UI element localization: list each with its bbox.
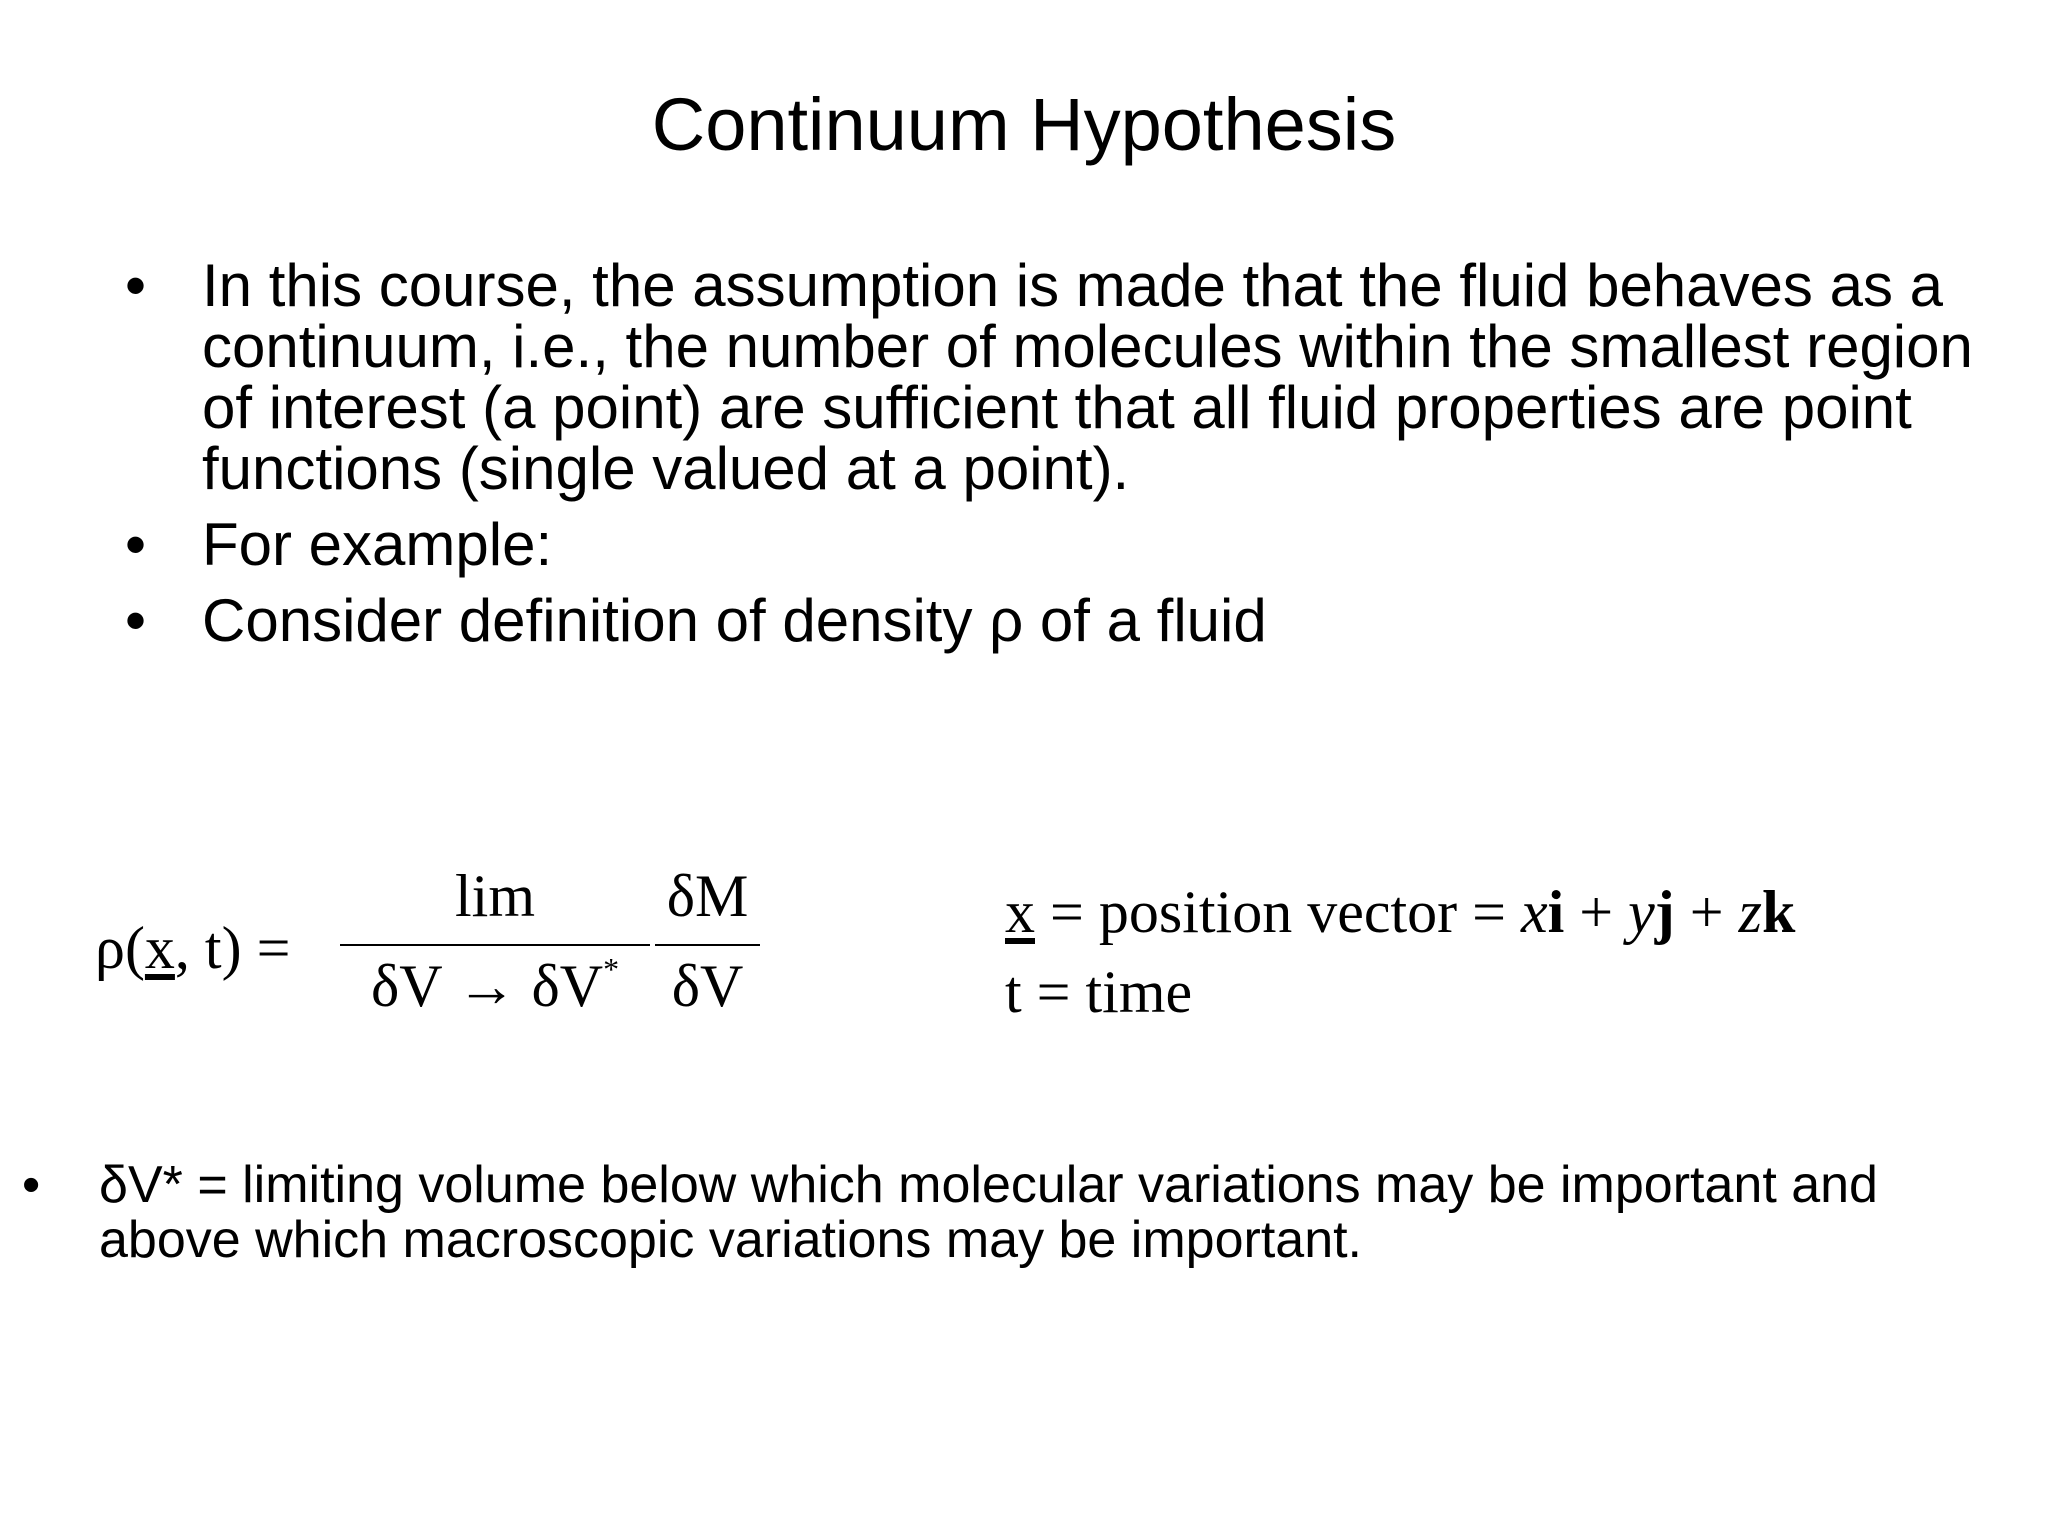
limit-fraction: [340, 860, 650, 1022]
y-variable: y: [1628, 879, 1655, 945]
bullet-list: [125, 252, 2005, 666]
position-definition-text: = position vector =: [1035, 879, 1521, 945]
mass-volume-fraction: [655, 860, 760, 1022]
equation-lhs-rest: , t) =: [174, 915, 291, 981]
bullet-text: In this course, the assumption is made that the fluid behaves as a continuum, i.e., the number of molecules within the smallest region of interest (a point) are sufficient that all fluid properties are point functions (single valued at a point).: [202, 252, 1973, 502]
bullet-text: Consider definition of density ρ of a fluid: [202, 587, 1267, 654]
equation-lhs: [95, 915, 291, 981]
position-definition: [1005, 872, 2005, 952]
position-symbol: x: [144, 915, 175, 981]
x-variable: x: [1520, 879, 1548, 945]
limiting-volume-note: [22, 1158, 2022, 1268]
bullet-dot-icon: •: [125, 587, 147, 654]
note-text: δV* = limiting volume below which molecular variations may be important and above which macroscopic variations may be important.: [99, 1156, 1878, 1269]
plus-sign: +: [1674, 879, 1739, 945]
bullet-dot-icon: •: [22, 1156, 41, 1214]
bullet-item: [125, 252, 2005, 502]
fraction-denominator: δV: [671, 953, 744, 1019]
time-definition: t = time: [1005, 959, 1193, 1025]
variable-definitions: [1005, 872, 2005, 1032]
bullet-item: [125, 511, 2005, 578]
position-vector-symbol: x: [1005, 879, 1035, 945]
limit-superscript: *: [603, 951, 620, 987]
bullet-dot-icon: •: [125, 511, 147, 578]
bullet-item: [125, 587, 2005, 654]
unit-vector-j: j: [1654, 879, 1675, 945]
bullet-dot-icon: •: [125, 252, 147, 319]
limit-subscript-text: δV → δV: [370, 953, 604, 1019]
z-variable: z: [1738, 879, 1762, 945]
limit-label: lim: [454, 863, 535, 929]
unit-vector-k: k: [1761, 879, 1796, 945]
plus-sign: +: [1564, 879, 1629, 945]
unit-vector-i: i: [1547, 879, 1565, 945]
limit-subscript: [340, 946, 650, 1022]
slide-title: Continuum Hypothesis: [651, 83, 1397, 166]
rho-symbol: ρ(: [95, 915, 145, 981]
density-equation: [95, 860, 775, 1030]
fraction-numerator: δM: [666, 863, 749, 929]
bullet-text: For example:: [202, 511, 553, 578]
